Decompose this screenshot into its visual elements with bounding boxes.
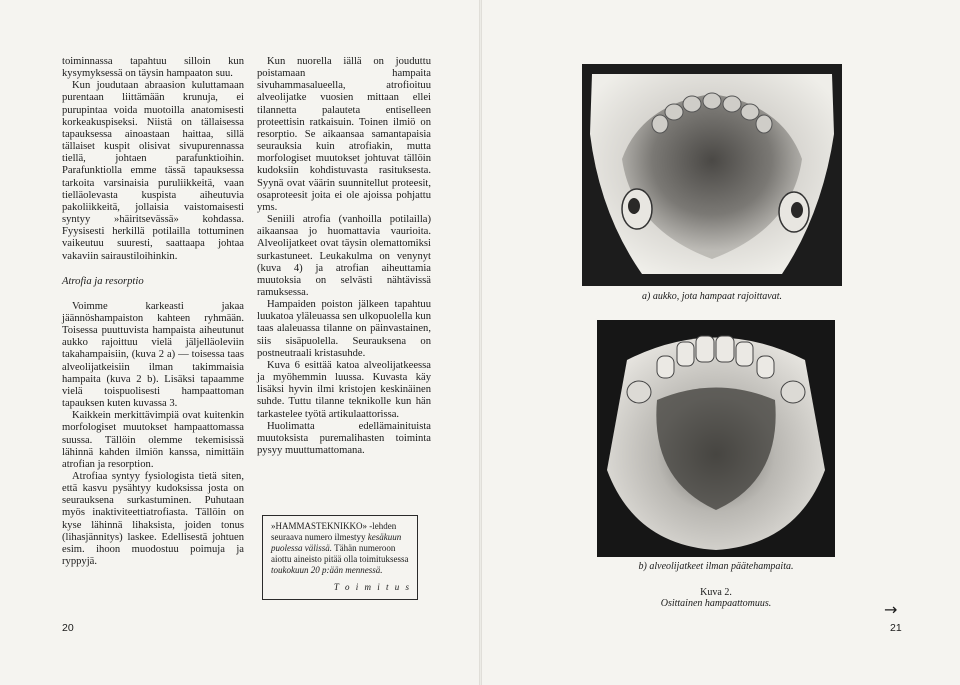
lower-jaw-cast-illustration (597, 320, 835, 557)
paragraph: Kuva 6 esittää katoa alveolijatkeessa ja myöhemmin luussa. Kuvasta käy lisäksi hyvin ilmi kristojen keskinäinen suhde. Tuttu tilanne teknikolle kun hän tarkastelee työtä artikulaattorissa. (257, 359, 431, 420)
page-number-left: 20 (62, 622, 74, 634)
photo-caption-b: b) alveolijatkeet ilman päätehampaita. (638, 561, 794, 572)
notice-text: »HAMMASTEKNIKKO» -lehden seuraava numero ilmestyy kesäkuun puolessa välissä. Tähän numeroon aiottu aineisto pitää olla toimituksessa toukokuun 20 p:ään mennessä. (271, 521, 409, 575)
section-heading: Atrofia ja resorptio (62, 275, 144, 287)
page-gutter (479, 0, 482, 685)
dental-cast-photo-a (582, 64, 842, 286)
paragraph: Seniili atrofia (vanhoilla potilailla) aikaansaa jo huomattavia vaurioita. Alveolijatkeet ovat täysin olemattomiksi surkastuneet. Leukakulma on venynyt (kuva 4) ja atrofian aiheuttamia muutoksia on selvästi nähtävissä ramuksessa. (257, 214, 431, 298)
figure-subtitle: Osittainen hampaattomuus. (660, 598, 772, 609)
editorial-notice-box (262, 515, 418, 600)
paragraph: Kaikkein merkittävimpiä ovat kuitenkin morfologiset muutokset hampaattomassa suussa. Tällöin olemme tekemisissä lähinnä kahden ilmiön kanssa, nimittäin atrofian ja resorption. (62, 410, 244, 470)
figure-label: Kuva 2. (700, 587, 732, 598)
continue-arrow-icon: → (884, 600, 898, 619)
notice-signature: T o i m i t u s (333, 582, 411, 592)
paragraph: Huolimatta edellämainituista muutoksista puremalihasten toiminta pysyy muuttumattomana. (257, 420, 431, 456)
left-column-1 (62, 56, 244, 568)
left-column-2 (257, 56, 431, 457)
page-number-right: 21 (890, 622, 902, 634)
paragraph: Kun nuorella iällä on jouduttu poistamaan hampaita sivuhammasalueella, atrofioituu alveolijatke vuosien mittaan ellei tilannetta palauteta entiselleen proteettisin ratkaisuin. Toinen ilmiö on resorptio. Se aikaansaa samantapaisia seurauksia kuin atrofiakin, mutta morfologiset muutokset johtuvat tällöin kudoksiin kohdistuvasta rasituksesta. Syynä ovat väärin suunnitellut proteesit, osaproteesit joita ei ole ajoissa pohjattu yms. (257, 56, 431, 213)
paragraph: Atrofiaa syntyy fysiologista tietä siten, että kasvu pysähtyy kudoksissa josta on seurauksena surkastuminen. Puhutaan myös inaktiviteettiatrofiasta. Tällöin on kyse lähinnä lihaksista, joiden tonus (lihasjännitys) laskee. Edellisestä johtuen esim. ihoon muodostuu poimuja ja ryppyjä. (62, 471, 244, 568)
paragraph: Hampaiden poiston jälkeen tapahtuu luukatoa yläleuassa sen ulkopuolella kun taas alaleuassa tilanne on päinvastainen, siis sisäpuolella. Seurauksena on postneutraali kristasuhde. (257, 299, 431, 359)
dental-cast-photo-b (597, 320, 835, 557)
paragraph: Voimme karkeasti jakaa jäännöshampaiston kahteen ryhmään. Toisessa puuttuvista hampaista aiheutunut aukko rajoittuu vielä jäljelläoleviin takahampaisiin, (kuva 2 a) — toisessa taas alveolijatkeisiin ilman takimmaisia hampaita (kuva 2 b). Lisäksi tapaamme vielä toispuolisesti hampaattoman tapauksen kuten kuvassa 3. (62, 300, 244, 410)
paragraph: Kun joudutaan abraasion kuluttamaan purentaan liittämään krunuja, ei purupintaa voida muotoilla anatomisesti korkeakuspiseksi. Niistä on tällaisessa tapauksessa ainoastaan haittaa, sillä tällaiset kuspit olisivat sivupurennassa tiellä, johtaen parafunktioihin. Parafunktiolla emme tässä tapauksessa tarkoita varsinaisia puruliikkeitä, vaan tielläolevasta kuspista aiheutuvia pakoliikkeitä, jollaisia vaistomaisesti syntyy »häiritsevässä» kohdassa. Fyysisesti herkillä potilailla tottuminen vaikeutuu suuresti, saattaapa johtaa vakaviin sairaustiloihinkin. (62, 80, 244, 262)
photo-caption-a: a) aukko, jota hampaat rajoittavat. (642, 291, 782, 302)
paragraph: toiminnassa tapahtuu silloin kun kysymyksessä on täysin hampaaton suu. (62, 56, 244, 80)
upper-jaw-cast-illustration (582, 64, 842, 286)
